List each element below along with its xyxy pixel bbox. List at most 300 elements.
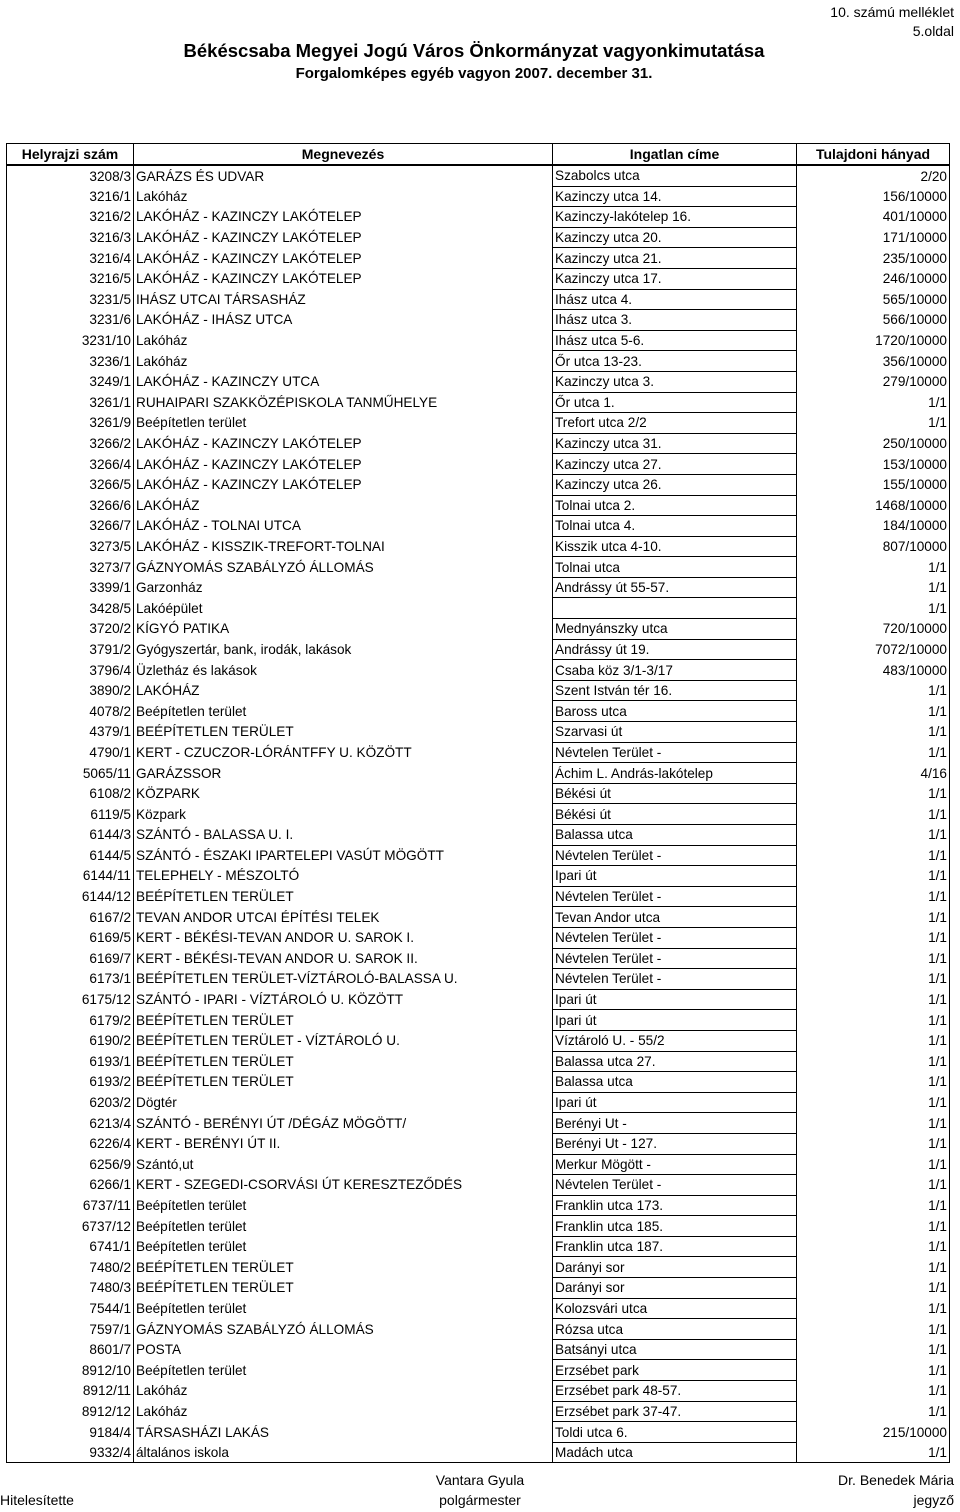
property-name-cell: LAKÓHÁZ - IHÁSZ UTCA xyxy=(134,310,553,331)
property-name-cell: Üzletház és lakások xyxy=(134,660,553,681)
ownership-share-cell: 1/1 xyxy=(797,598,950,619)
table-row xyxy=(7,536,950,557)
property-name-cell: Lakóépület xyxy=(134,598,553,619)
notary-signature-block xyxy=(838,1470,954,1510)
table-row xyxy=(7,742,950,763)
ownership-share-cell: 4/16 xyxy=(797,763,950,784)
table-row xyxy=(7,763,950,784)
property-address-cell: Rózsa utca xyxy=(553,1319,797,1340)
property-address-cell: Berényi Ut - 127. xyxy=(553,1133,797,1154)
ownership-share-cell: 246/10000 xyxy=(797,268,950,289)
property-address-cell: Franklin utca 185. xyxy=(553,1216,797,1237)
property-address-cell: Kazinczy-lakótelep 16. xyxy=(553,207,797,228)
parcel-number-cell: 3428/5 xyxy=(7,598,134,619)
ownership-share-cell: 1468/10000 xyxy=(797,495,950,516)
table-row xyxy=(7,907,950,928)
page-number: 5.oldal xyxy=(912,23,954,39)
parcel-number-cell: 4379/1 xyxy=(7,722,134,743)
table-row xyxy=(7,268,950,289)
property-address-cell: Szent István tér 16. xyxy=(553,680,797,701)
property-name-cell: Beépítetlen terület xyxy=(134,1216,553,1237)
property-address-cell: Darányi sor xyxy=(553,1257,797,1278)
property-address-cell: Erzsébet park 37-47. xyxy=(553,1401,797,1422)
parcel-number-cell: 3216/3 xyxy=(7,227,134,248)
table-row xyxy=(7,1319,950,1340)
property-address-cell: Békési út xyxy=(553,783,797,804)
ownership-share-cell: 1/1 xyxy=(797,1381,950,1402)
table-row xyxy=(7,680,950,701)
table-row xyxy=(7,660,950,681)
table-row xyxy=(7,433,950,454)
parcel-number-cell: 4790/1 xyxy=(7,742,134,763)
parcel-number-cell: 6266/1 xyxy=(7,1175,134,1196)
property-name-cell: BEÉPÍTETLEN TERÜLET xyxy=(134,722,553,743)
annex-label: 10. számú melléklet xyxy=(830,4,954,20)
ownership-share-cell: 153/10000 xyxy=(797,454,950,475)
document-subtitle: Forgalomképes egyéb vagyon 2007. december 31. xyxy=(295,65,653,82)
property-address-cell: Kazinczy utca 27. xyxy=(553,454,797,475)
table-row xyxy=(7,804,950,825)
ownership-share-cell: 1/1 xyxy=(797,825,950,846)
property-address-cell: Tolnai utca 2. xyxy=(553,495,797,516)
property-name-cell: SZÁNTÓ - BERÉNYI ÚT /DÉGÁZ MÖGÖTT/ xyxy=(134,1113,553,1134)
ownership-share-cell: 1/1 xyxy=(797,701,950,722)
table-row xyxy=(7,619,950,640)
property-address-cell: Tolnai utca xyxy=(553,557,797,578)
ownership-share-cell: 1/1 xyxy=(797,1072,950,1093)
property-address-cell: Kisszik utca 4-10. xyxy=(553,536,797,557)
ownership-share-cell: 1/1 xyxy=(797,1401,950,1422)
property-name-cell: GARÁZS ÉS UDVAR xyxy=(134,165,553,186)
parcel-number-cell: 7480/3 xyxy=(7,1278,134,1299)
property-name-cell: Beépítetlen terület xyxy=(134,1360,553,1381)
property-address-cell: Őr utca 13-23. xyxy=(553,351,797,372)
ownership-share-cell: 1/1 xyxy=(797,948,950,969)
table-row xyxy=(7,1051,950,1072)
parcel-number-cell: 3273/7 xyxy=(7,557,134,578)
table-row xyxy=(7,1257,950,1278)
parcel-number-cell: 6169/5 xyxy=(7,927,134,948)
property-name-cell: POSTA xyxy=(134,1339,553,1360)
property-name-cell: Beépítetlen terület xyxy=(134,701,553,722)
property-address-cell: Andrássy út 55-57. xyxy=(553,577,797,598)
property-address-cell: Kazinczy utca 14. xyxy=(553,186,797,207)
parcel-number-cell: 3216/2 xyxy=(7,207,134,228)
property-address-cell: Andrássy út 19. xyxy=(553,639,797,660)
table-row xyxy=(7,165,950,186)
table-row xyxy=(7,1278,950,1299)
property-name-cell: Beépítetlen terület xyxy=(134,1298,553,1319)
property-address-cell: Erzsébet park 48-57. xyxy=(553,1381,797,1402)
parcel-number-cell: 3236/1 xyxy=(7,351,134,372)
property-address-cell: Tolnai utca 4. xyxy=(553,516,797,537)
property-address-cell: Balassa utca xyxy=(553,825,797,846)
table-row xyxy=(7,227,950,248)
table-row xyxy=(7,474,950,495)
property-address-cell: Őr utca 1. xyxy=(553,392,797,413)
property-name-cell: SZÁNTÓ - IPARI - VÍZTÁROLÓ U. KÖZÖTT xyxy=(134,989,553,1010)
property-name-cell: KÍGYÓ PATIKA xyxy=(134,619,553,640)
parcel-number-cell: 6175/12 xyxy=(7,989,134,1010)
parcel-number-cell: 3266/5 xyxy=(7,474,134,495)
parcel-number-cell: 3273/5 xyxy=(7,536,134,557)
table-row xyxy=(7,1381,950,1402)
ownership-share-cell: 1720/10000 xyxy=(797,330,950,351)
property-address-cell: Kazinczy utca 3. xyxy=(553,371,797,392)
property-name-cell: BEÉPÍTETLEN TERÜLET xyxy=(134,886,553,907)
ownership-share-cell: 1/1 xyxy=(797,1195,950,1216)
ownership-share-cell: 1/1 xyxy=(797,1092,950,1113)
parcel-number-cell: 6193/2 xyxy=(7,1072,134,1093)
parcel-number-cell: 6144/11 xyxy=(7,866,134,887)
ownership-share-cell: 1/1 xyxy=(797,1236,950,1257)
table-row xyxy=(7,186,950,207)
ownership-share-cell: 566/10000 xyxy=(797,310,950,331)
property-address-cell: Névtelen Terület - xyxy=(553,969,797,990)
property-address-cell: Franklin utca 173. xyxy=(553,1195,797,1216)
certified-label: Hitelesítette xyxy=(0,1492,74,1508)
property-address-cell: Mednyánszky utca xyxy=(553,619,797,640)
parcel-number-cell: 6144/12 xyxy=(7,886,134,907)
property-address-cell: Szabolcs utca xyxy=(553,165,797,186)
parcel-number-cell: 8601/7 xyxy=(7,1339,134,1360)
parcel-number-cell: 4078/2 xyxy=(7,701,134,722)
parcel-number-cell: 3231/10 xyxy=(7,330,134,351)
parcel-number-cell: 6193/1 xyxy=(7,1051,134,1072)
ownership-share-cell: 2/20 xyxy=(797,165,950,186)
table-row xyxy=(7,1401,950,1422)
property-name-cell: TEVAN ANDOR UTCAI ÉPÍTÉSI TELEK xyxy=(134,907,553,928)
property-name-cell: LAKÓHÁZ - KAZINCZY LAKÓTELEP xyxy=(134,433,553,454)
property-name-cell: LAKÓHÁZ - KAZINCZY UTCA xyxy=(134,371,553,392)
ownership-share-cell: 235/10000 xyxy=(797,248,950,269)
property-name-cell: LAKÓHÁZ xyxy=(134,495,553,516)
ownership-share-cell: 1/1 xyxy=(797,927,950,948)
table-row xyxy=(7,392,950,413)
property-address-cell: Kazinczy utca 26. xyxy=(553,474,797,495)
table-row xyxy=(7,1113,950,1134)
table-row xyxy=(7,598,950,619)
parcel-number-cell: 3266/7 xyxy=(7,516,134,537)
ownership-share-cell: 1/1 xyxy=(797,866,950,887)
property-name-cell: Beépítetlen terület xyxy=(134,413,553,434)
ownership-share-cell: 356/10000 xyxy=(797,351,950,372)
table-row xyxy=(7,1010,950,1031)
ownership-share-cell: 1/1 xyxy=(797,783,950,804)
ownership-share-cell: 1/1 xyxy=(797,1298,950,1319)
property-address-cell: Békési út xyxy=(553,804,797,825)
property-address-cell: Névtelen Terület - xyxy=(553,742,797,763)
property-address-cell: Toldi utca 6. xyxy=(553,1422,797,1443)
parcel-number-cell: 6256/9 xyxy=(7,1154,134,1175)
ownership-share-cell: 1/1 xyxy=(797,680,950,701)
table-row xyxy=(7,310,950,331)
property-name-cell: Garzonház xyxy=(134,577,553,598)
ownership-share-cell: 1/1 xyxy=(797,1319,950,1340)
table-row xyxy=(7,248,950,269)
property-name-cell: Dögtér xyxy=(134,1092,553,1113)
property-name-cell: Szántó,ut xyxy=(134,1154,553,1175)
parcel-number-cell: 6173/1 xyxy=(7,969,134,990)
parcel-number-cell: 6167/2 xyxy=(7,907,134,928)
table-row xyxy=(7,454,950,475)
notary-name: Dr. Benedek Mária xyxy=(838,1472,954,1488)
property-name-cell: LAKÓHÁZ - KAZINCZY LAKÓTELEP xyxy=(134,207,553,228)
ownership-share-cell: 171/10000 xyxy=(797,227,950,248)
property-address-cell: Ipari út xyxy=(553,1010,797,1031)
table-row xyxy=(7,1339,950,1360)
parcel-number-cell: 6226/4 xyxy=(7,1133,134,1154)
property-name-cell: BEÉPÍTETLEN TERÜLET - VÍZTÁROLÓ U. xyxy=(134,1030,553,1051)
mayor-title: polgármester xyxy=(439,1492,521,1508)
property-address-cell: Darányi sor xyxy=(553,1278,797,1299)
ownership-share-cell: 1/1 xyxy=(797,1010,950,1031)
parcel-number-cell: 8912/10 xyxy=(7,1360,134,1381)
property-name-cell: BEÉPÍTETLEN TERÜLET xyxy=(134,1257,553,1278)
table-row xyxy=(7,330,950,351)
property-address-cell: Erzsébet park xyxy=(553,1360,797,1381)
ownership-share-cell: 1/1 xyxy=(797,804,950,825)
ownership-share-cell: 184/10000 xyxy=(797,516,950,537)
property-name-cell: GARÁZSSOR xyxy=(134,763,553,784)
table-row xyxy=(7,371,950,392)
property-name-cell: Lakóház xyxy=(134,1401,553,1422)
parcel-number-cell: 3231/6 xyxy=(7,310,134,331)
property-address-cell: Áchim L. András-lakótelep xyxy=(553,763,797,784)
table-row xyxy=(7,948,950,969)
property-address-cell: Kazinczy utca 20. xyxy=(553,227,797,248)
parcel-number-cell: 7544/1 xyxy=(7,1298,134,1319)
ownership-share-cell: 1/1 xyxy=(797,577,950,598)
property-name-cell: SZÁNTÓ - ÉSZAKI IPARTELEPI VASÚT MÖGÖTT xyxy=(134,845,553,866)
property-address-cell: Balassa utca 27. xyxy=(553,1051,797,1072)
table-row xyxy=(7,495,950,516)
property-address-cell: Csaba köz 3/1-3/17 xyxy=(553,660,797,681)
property-name-cell: BEÉPÍTETLEN TERÜLET-VÍZTÁROLÓ-BALASSA U. xyxy=(134,969,553,990)
table-row xyxy=(7,1175,950,1196)
ownership-share-cell: 1/1 xyxy=(797,1030,950,1051)
property-address-cell: Ipari út xyxy=(553,1092,797,1113)
table-row xyxy=(7,1422,950,1443)
table-row xyxy=(7,845,950,866)
ownership-share-cell: 1/1 xyxy=(797,907,950,928)
property-address-cell: Tevan Andor utca xyxy=(553,907,797,928)
property-address-cell: Ipari út xyxy=(553,989,797,1010)
column-header-address: Ingatlan címe xyxy=(553,144,797,166)
property-name-cell: LAKÓHÁZ - TOLNAI UTCA xyxy=(134,516,553,537)
property-table xyxy=(6,143,950,1463)
property-address-cell: Névtelen Terület - xyxy=(553,927,797,948)
ownership-share-cell: 483/10000 xyxy=(797,660,950,681)
table-row xyxy=(7,1298,950,1319)
ownership-share-cell: 1/1 xyxy=(797,1216,950,1237)
ownership-share-cell: 1/1 xyxy=(797,1442,950,1463)
property-address-cell: Franklin utca 187. xyxy=(553,1236,797,1257)
table-row xyxy=(7,1030,950,1051)
property-name-cell: BEÉPÍTETLEN TERÜLET xyxy=(134,1010,553,1031)
parcel-number-cell: 7597/1 xyxy=(7,1319,134,1340)
table-body xyxy=(7,165,950,1463)
property-name-cell: KERT - BÉKÉSI-TEVAN ANDOR U. SAROK I. xyxy=(134,927,553,948)
property-address-cell: Kazinczy utca 17. xyxy=(553,268,797,289)
mayor-name: Vantara Gyula xyxy=(435,1472,525,1488)
parcel-number-cell: 6144/3 xyxy=(7,825,134,846)
property-address-cell: Madách utca xyxy=(553,1442,797,1463)
parcel-number-cell: 3796/4 xyxy=(7,660,134,681)
parcel-number-cell: 6144/5 xyxy=(7,845,134,866)
property-name-cell: SZÁNTÓ - BALASSA U. I. xyxy=(134,825,553,846)
parcel-number-cell: 6108/2 xyxy=(7,783,134,804)
table-row xyxy=(7,1236,950,1257)
parcel-number-cell: 8912/12 xyxy=(7,1401,134,1422)
parcel-number-cell: 3261/9 xyxy=(7,413,134,434)
parcel-number-cell: 3216/1 xyxy=(7,186,134,207)
property-name-cell: KERT - CZUCZOR-LÓRÁNTFFY U. KÖZÖTT xyxy=(134,742,553,763)
column-header-name: Megnevezés xyxy=(134,144,553,166)
ownership-share-cell: 1/1 xyxy=(797,557,950,578)
parcel-number-cell: 3208/3 xyxy=(7,165,134,186)
property-address-cell xyxy=(553,598,797,619)
ownership-share-cell: 1/1 xyxy=(797,1051,950,1072)
parcel-number-cell: 6169/7 xyxy=(7,948,134,969)
parcel-number-cell: 6179/2 xyxy=(7,1010,134,1031)
ownership-share-cell: 215/10000 xyxy=(797,1422,950,1443)
table-row xyxy=(7,927,950,948)
property-name-cell: LAKÓHÁZ - KAZINCZY LAKÓTELEP xyxy=(134,248,553,269)
property-name-cell: LAKÓHÁZ - KAZINCZY LAKÓTELEP xyxy=(134,227,553,248)
property-address-cell: Víztároló U. - 55/2 xyxy=(553,1030,797,1051)
ownership-share-cell: 1/1 xyxy=(797,1154,950,1175)
parcel-number-cell: 3399/1 xyxy=(7,577,134,598)
property-address-cell: Ihász utca 3. xyxy=(553,310,797,331)
property-address-cell: Névtelen Terület - xyxy=(553,1175,797,1196)
property-address-cell: Baross utca xyxy=(553,701,797,722)
property-name-cell: Beépítetlen terület xyxy=(134,1195,553,1216)
parcel-number-cell: 3216/5 xyxy=(7,268,134,289)
property-name-cell: Lakóház xyxy=(134,330,553,351)
table-row xyxy=(7,886,950,907)
table-row xyxy=(7,557,950,578)
table-row xyxy=(7,639,950,660)
property-name-cell: KÖZPARK xyxy=(134,783,553,804)
parcel-number-cell: 3266/2 xyxy=(7,433,134,454)
property-name-cell: TELEPHELY - MÉSZOLTÓ xyxy=(134,866,553,887)
ownership-share-cell: 1/1 xyxy=(797,722,950,743)
parcel-number-cell: 3720/2 xyxy=(7,619,134,640)
parcel-number-cell: 8912/11 xyxy=(7,1381,134,1402)
property-name-cell: KERT - BÉKÉSI-TEVAN ANDOR U. SAROK II. xyxy=(134,948,553,969)
ownership-share-cell: 279/10000 xyxy=(797,371,950,392)
parcel-number-cell: 3231/5 xyxy=(7,289,134,310)
property-name-cell: LAKÓHÁZ xyxy=(134,680,553,701)
parcel-number-cell: 6213/4 xyxy=(7,1113,134,1134)
parcel-number-cell: 6119/5 xyxy=(7,804,134,825)
parcel-number-cell: 6737/12 xyxy=(7,1216,134,1237)
property-name-cell: Lakóház xyxy=(134,1381,553,1402)
table-row xyxy=(7,289,950,310)
property-name-cell: LAKÓHÁZ - KISSZIK-TREFORT-TOLNAI xyxy=(134,536,553,557)
property-name-cell: KERT - SZEGEDI-CSORVÁSI ÚT KERESZTEZŐDÉS xyxy=(134,1175,553,1196)
property-name-cell: IHÁSZ UTCAI TÁRSASHÁZ xyxy=(134,289,553,310)
ownership-share-cell: 1/1 xyxy=(797,742,950,763)
mayor-signature-block xyxy=(430,1470,530,1510)
property-address-cell: Kazinczy utca 31. xyxy=(553,433,797,454)
ownership-share-cell: 155/10000 xyxy=(797,474,950,495)
ownership-share-cell: 1/1 xyxy=(797,1278,950,1299)
property-name-cell: Gyógyszertár, bank, irodák, lakások xyxy=(134,639,553,660)
ownership-share-cell: 1/1 xyxy=(797,1257,950,1278)
table-row xyxy=(7,722,950,743)
property-name-cell: RUHAIPARI SZAKKÖZÉPISKOLA TANMŰHELYE xyxy=(134,392,553,413)
ownership-share-cell: 720/10000 xyxy=(797,619,950,640)
table-row xyxy=(7,1195,950,1216)
property-address-cell: Kazinczy utca 21. xyxy=(553,248,797,269)
ownership-share-cell: 1/1 xyxy=(797,1133,950,1154)
table-row xyxy=(7,1442,950,1463)
table-row xyxy=(7,989,950,1010)
parcel-number-cell: 3261/1 xyxy=(7,392,134,413)
parcel-number-cell: 6737/11 xyxy=(7,1195,134,1216)
ownership-share-cell: 1/1 xyxy=(797,1339,950,1360)
ownership-share-cell: 1/1 xyxy=(797,989,950,1010)
ownership-share-cell: 1/1 xyxy=(797,1175,950,1196)
property-address-cell: Szarvasi út xyxy=(553,722,797,743)
property-name-cell: LAKÓHÁZ - KAZINCZY LAKÓTELEP xyxy=(134,474,553,495)
property-address-cell: Ihász utca 4. xyxy=(553,289,797,310)
ownership-share-cell: 156/10000 xyxy=(797,186,950,207)
notary-title: jegyző xyxy=(913,1492,954,1508)
ownership-share-cell: 1/1 xyxy=(797,413,950,434)
ownership-share-cell: 401/10000 xyxy=(797,207,950,228)
property-address-cell: Berényi Ut - xyxy=(553,1113,797,1134)
property-name-cell: általános iskola xyxy=(134,1442,553,1463)
document-title: Békéscsaba Megyei Jogú Város Önkormányzat vagyonkimutatása xyxy=(183,40,765,61)
table-row xyxy=(7,351,950,372)
table-row xyxy=(7,1216,950,1237)
table-row xyxy=(7,969,950,990)
ownership-share-cell: 1/1 xyxy=(797,392,950,413)
parcel-number-cell: 3216/4 xyxy=(7,248,134,269)
ownership-share-cell: 7072/10000 xyxy=(797,639,950,660)
property-name-cell: Lakóház xyxy=(134,351,553,372)
property-name-cell: LAKÓHÁZ - KAZINCZY LAKÓTELEP xyxy=(134,454,553,475)
property-name-cell: LAKÓHÁZ - KAZINCZY LAKÓTELEP xyxy=(134,268,553,289)
property-address-cell: Kolozsvári utca xyxy=(553,1298,797,1319)
ownership-share-cell: 807/10000 xyxy=(797,536,950,557)
ownership-share-cell: 250/10000 xyxy=(797,433,950,454)
table-row xyxy=(7,1072,950,1093)
parcel-number-cell: 3249/1 xyxy=(7,371,134,392)
ownership-share-cell: 1/1 xyxy=(797,1113,950,1134)
ownership-share-cell: 565/10000 xyxy=(797,289,950,310)
property-name-cell: BEÉPÍTETLEN TERÜLET xyxy=(134,1051,553,1072)
property-name-cell: GÁZNYOMÁS SZABÁLYZÓ ÁLLOMÁS xyxy=(134,557,553,578)
table-header-row xyxy=(7,144,950,166)
table-row xyxy=(7,413,950,434)
property-name-cell: KERT - BERÉNYI ÚT II. xyxy=(134,1133,553,1154)
parcel-number-cell: 3266/4 xyxy=(7,454,134,475)
property-name-cell: Lakóház xyxy=(134,186,553,207)
property-name-cell: Beépítetlen terület xyxy=(134,1236,553,1257)
parcel-number-cell: 3890/2 xyxy=(7,680,134,701)
parcel-number-cell: 9184/4 xyxy=(7,1422,134,1443)
table-row xyxy=(7,207,950,228)
parcel-number-cell: 9332/4 xyxy=(7,1442,134,1463)
annex-header xyxy=(830,3,954,41)
ownership-share-cell: 1/1 xyxy=(797,969,950,990)
property-address-cell: Batsányi utca xyxy=(553,1339,797,1360)
property-name-cell: BEÉPÍTETLEN TERÜLET xyxy=(134,1072,553,1093)
